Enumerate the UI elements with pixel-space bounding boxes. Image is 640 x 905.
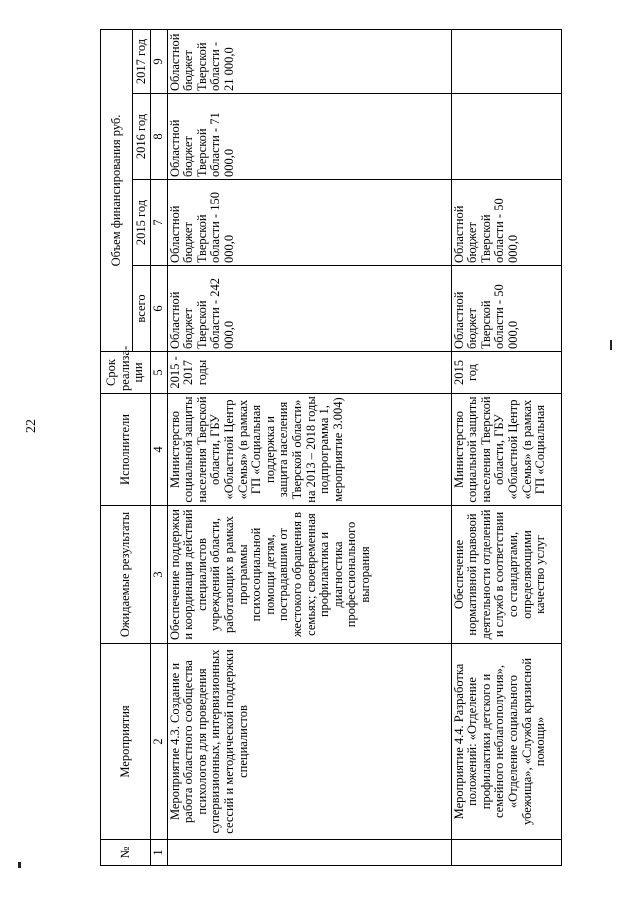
row-number-cell bbox=[451, 840, 561, 866]
header-total: всего bbox=[133, 266, 151, 352]
y2016-cell bbox=[451, 94, 561, 180]
header-executors: Исполнители bbox=[101, 394, 151, 506]
activity-cell: Мероприятие 4.4. Разработка положений: «Отделение профилактики детского и семейного неблагополучия», «Отделение социального убежища», «Служба кризисной помощи» bbox=[451, 644, 561, 840]
page-number: 22 bbox=[24, 419, 39, 433]
header-2015: 2015 год bbox=[133, 180, 151, 266]
results-cell: Обеспечение нормативной правовой деятельности отделений и служб в соответствии со стандартами, определяющими качество услуг bbox=[451, 506, 561, 644]
column-number: 1 bbox=[151, 840, 168, 866]
y2015-cell: Областной бюджет Тверской области - 50 000,0 bbox=[451, 180, 561, 266]
header-financing: Объем финансирования руб. bbox=[101, 29, 133, 351]
column-number: 6 bbox=[151, 266, 168, 352]
y2017-cell bbox=[451, 29, 561, 93]
column-number: 9 bbox=[151, 29, 168, 93]
rotated-page bbox=[100, 30, 570, 866]
table-row bbox=[167, 29, 451, 865]
column-number: 7 bbox=[151, 180, 168, 266]
executors-cell: Министерство социальной защиты населения Тверской области, ГБУ «Областной Центр «Семья» (в рамках ГП «Социальная поддержка и защита населения Тверской области» на 2013 – 2018 годы подпрограмма 1, мероприятие 3.004) bbox=[167, 394, 451, 506]
header-term: Срок реализа-ции bbox=[101, 352, 151, 394]
activities-table bbox=[100, 29, 562, 866]
column-number: 4 bbox=[151, 394, 168, 506]
header-2016: 2016 год bbox=[133, 94, 151, 180]
column-number: 3 bbox=[151, 506, 168, 644]
y2016-cell: Областной бюджет Тверской области - 71 000,0 bbox=[167, 94, 451, 180]
term-cell: 2015 год bbox=[451, 352, 561, 394]
table-row bbox=[451, 29, 561, 865]
total-cell: Областной бюджет Тверской области - 50 000,0 bbox=[451, 266, 561, 352]
executors-cell: Министерство социальной защиты населения Тверской области, ГБУ «Областной Центр «Семья» (в рамках ГП «Социальная bbox=[451, 394, 561, 506]
header-results: Ожидаемые результаты bbox=[101, 506, 151, 644]
activity-cell: Мероприятие 4.3. Создание и работа областного сообщества психологов для проведения супервизионных, интервизионных сессий и методической поддержки специалистов bbox=[167, 644, 451, 840]
column-number-row bbox=[151, 29, 168, 865]
total-cell: Областной бюджет Тверской области - 242 000,0 bbox=[167, 266, 451, 352]
header-activity: Мероприятия bbox=[101, 644, 151, 840]
scan-artifact bbox=[18, 862, 21, 868]
column-number: 5 bbox=[151, 352, 168, 394]
column-number: 8 bbox=[151, 94, 168, 180]
term-cell: 2015 - 2017 годы bbox=[167, 352, 451, 394]
header-2017: 2017 год bbox=[133, 29, 151, 93]
y2015-cell: Областной бюджет Тверской области - 150 000,0 bbox=[167, 180, 451, 266]
scan-artifact bbox=[610, 340, 612, 350]
y2017-cell: Областной бюджет Тверской области - 21 000,0 bbox=[167, 29, 451, 93]
column-number: 2 bbox=[151, 644, 168, 840]
results-cell: Обеспечение поддержки и координация действий специалистов учреждений области, работающих в рамках программы психосоциальной помощи детям, пострадавшим от жестокого обращения в семьях; своевременная профилактика и диагностика профессионального выгорания bbox=[167, 506, 451, 644]
row-number-cell bbox=[167, 840, 451, 866]
header-no: № bbox=[101, 840, 151, 866]
